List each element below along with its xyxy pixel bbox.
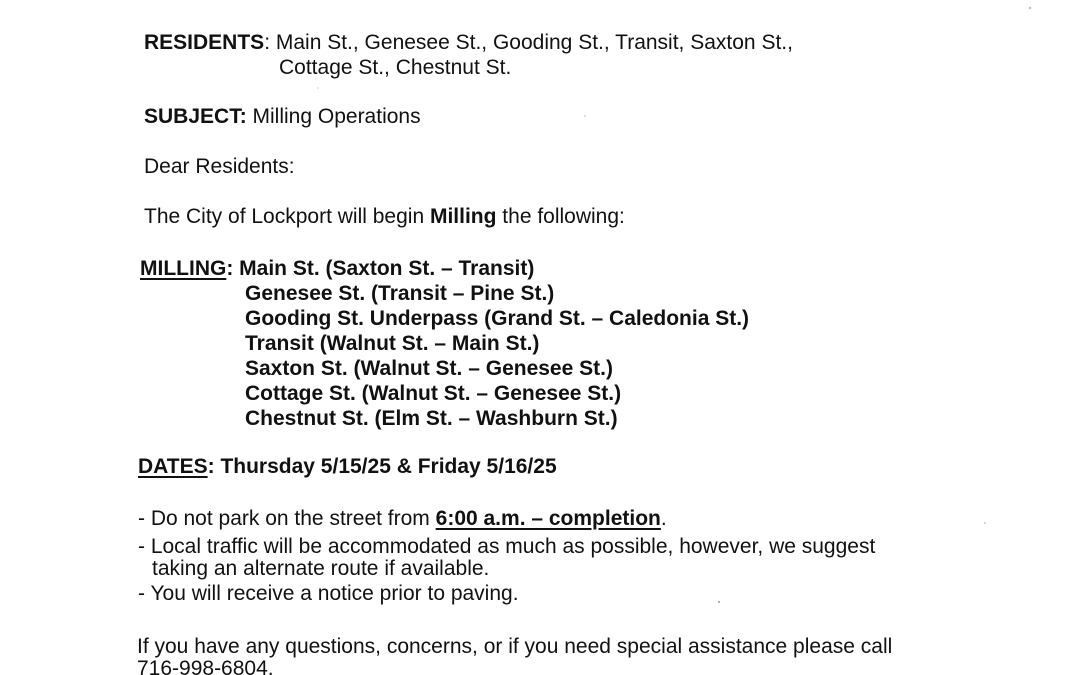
contact-phone: 716-998-6804. [137,657,274,675]
subject-line [144,104,421,129]
intro-after: the following: [496,205,625,228]
notice-no-parking-after: . [660,507,667,530]
notice-no-parking-before: - Do not park on the street from [138,507,436,530]
milling-item: Gooding St. Underpass (Grand St. – Caledonia St.) [245,307,750,330]
residents-line [144,30,793,55]
subject-label: SUBJECT: [144,105,247,128]
intro-line [144,204,625,229]
intro-bold: Milling [429,205,497,228]
intro-before: The City of Lockport will begin [144,205,430,228]
milling-item: Saxton St. (Walnut St. – Genesee St.) [245,357,613,380]
dates-value: : Thursday 5/15/25 & Friday 5/16/25 [207,455,557,478]
residents-label: RESIDENTS [144,31,265,54]
milling-line [140,256,534,281]
milling-item: Cottage St. (Walnut St. – Genesee St.) [245,382,622,405]
milling-item: Main St. (Saxton St. – Transit) [239,257,535,280]
milling-colon: : [226,257,240,280]
notice-no-parking-time: 6:00 a.m. – completion [435,507,661,530]
residents-streets-line1: : Main St., Genesee St., Gooding St., Transit, Saxton St., [264,31,793,54]
dates-line [138,454,557,479]
notice-local-traffic-line1: - Local traffic will be accommodated as much as possible, however, we suggest [138,535,876,558]
milling-item: Genesee St. (Transit – Pine St.) [245,282,555,305]
residents-streets-line2: Cottage St., Chestnut St. [279,56,512,79]
milling-item: Transit (Walnut St. – Main St.) [245,332,540,355]
milling-item: Chestnut St. (Elm St. – Washburn St.) [245,407,618,430]
notice-no-parking [138,506,667,531]
contact-line1: If you have any questions, concerns, or if you need special assistance please call [137,635,893,658]
greeting: Dear Residents: [144,155,295,178]
dates-label: DATES [138,455,208,478]
subject-value: Milling Operations [246,105,421,128]
notice-local-traffic-line2: taking an alternate route if available. [152,557,490,580]
milling-label: MILLING [140,257,227,280]
notice-paving: - You will receive a notice prior to paving. [138,582,519,605]
